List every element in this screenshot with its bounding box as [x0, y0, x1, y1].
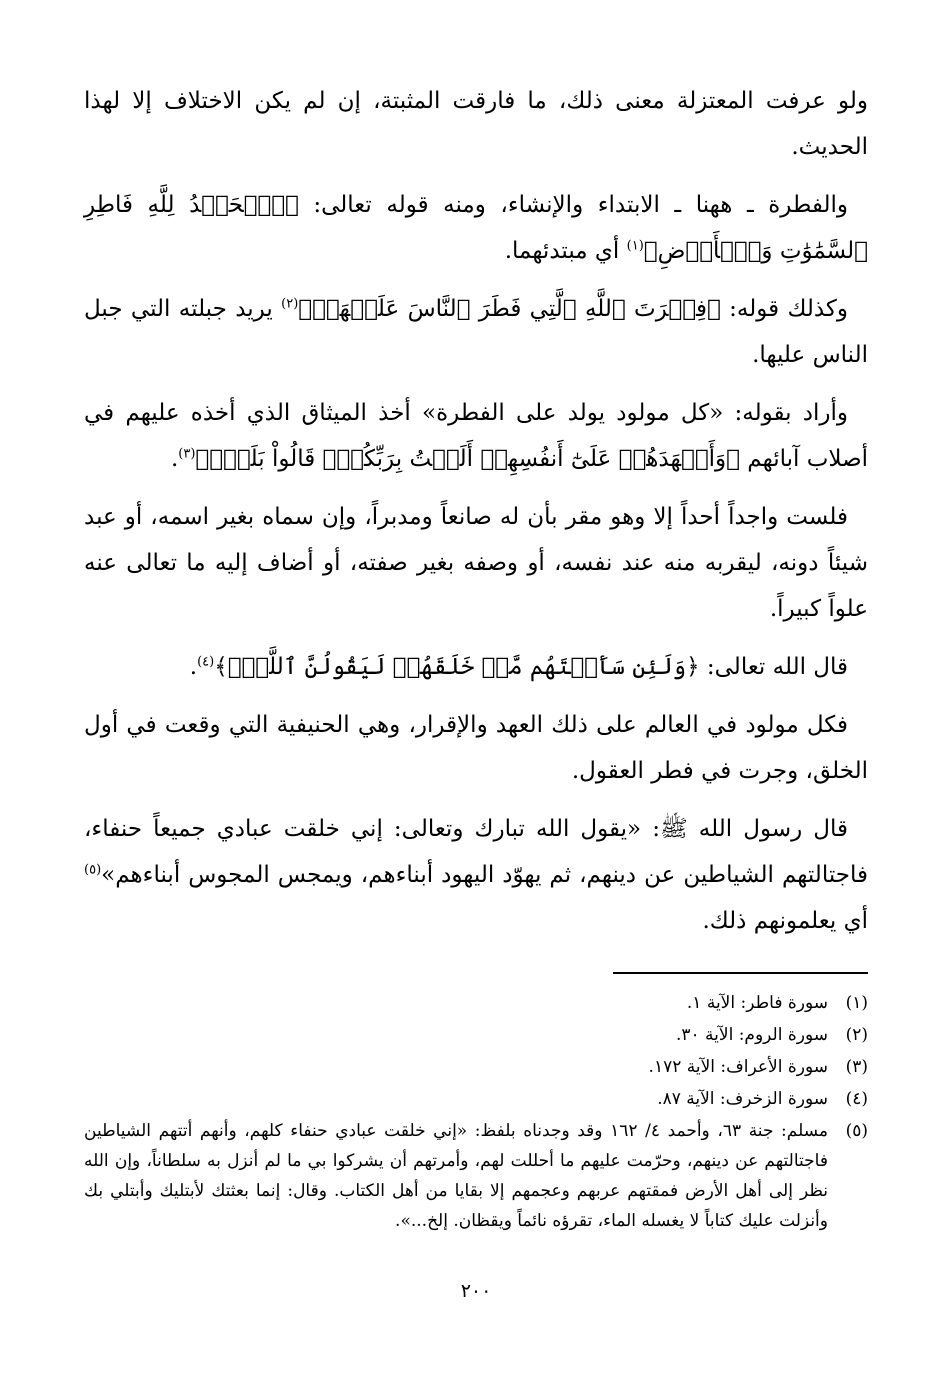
paragraph-text: .	[170, 446, 179, 472]
footnote-text: سورة الروم: الآية ٣٠.	[675, 1025, 828, 1045]
footnote-text: سورة فاطر: الآية ١.	[686, 993, 828, 1013]
paragraph	[84, 494, 868, 632]
paragraph	[84, 182, 868, 274]
paragraph-text: والفطرة ـ ههنا ـ الابتداء والإنشاء، ومنه قوله تعالى:	[298, 192, 848, 218]
footnote-marker: (١)	[626, 238, 644, 254]
page-number: ٢٠٠	[460, 1280, 492, 1302]
paragraph	[84, 286, 868, 378]
footnote-marker: (٥)	[84, 862, 102, 878]
footnote-number: (٣)	[845, 1057, 868, 1077]
paragraph-text: .	[189, 654, 198, 680]
paragraph-text: فلست واجداً أحداً إلا وهو مقر بأن له صانعاً ومدبراً، وإن سماه بغير اسمه، أو عبد شيئاً دونه، ليقربه منه عند نفسه، أو وصفه بغير صفته، أو أضاف إليه ما تعالى عنه علواً كبيراً.	[84, 504, 868, 622]
paragraph-text: وأراد بقوله: «كل مولود يولد على الفطرة» أخذ الميثاق الذي أخذه عليهم في أصلاب آبائهم	[84, 400, 868, 472]
footnote	[84, 1116, 868, 1236]
paragraph	[84, 644, 868, 690]
paragraph	[84, 390, 868, 482]
footnote-text: سورة الأعراف: الآية ١٧٢.	[648, 1057, 828, 1077]
quran-verse: ﴿وَلَئِن سَأَلۡتَهُم مَّنۡ خَلَقَهُمۡ لَيَقُولُنَّ ٱللَّهُۖ﴾	[214, 654, 700, 680]
main-text	[84, 78, 868, 944]
footnote	[84, 1020, 868, 1050]
footnote-number: (٤)	[845, 1089, 868, 1109]
footnote-text: سورة الزخرف: الآية ٨٧.	[657, 1089, 828, 1109]
paragraph-text: أي يعلمونهم ذلك.	[702, 908, 868, 934]
paragraph-text: ولو عرفت المعتزلة معنى ذلك، ما فارقت المثبتة، إن لم يكن الاختلاف إلا لهذا الحديث.	[84, 88, 868, 160]
quran-verse: ﴿وَأَشۡهَدَهُمۡ عَلَىٰٓ أَنفُسِهِمۡ أَلَسۡتُ بِرَبِّكُمۡۖ قَالُواْ بَلَىٰۛ﴾	[195, 446, 740, 472]
quran-verse: ﴿ٱلۡحَمۡدُ لِلَّهِ فَاطِرِ ٱلسَّمَٰوَٰتِ وَٱلۡأَرۡضِ﴾	[84, 192, 868, 264]
paragraph	[84, 78, 868, 170]
paragraph-text: فكل مولود في العالم على ذلك العهد والإقرار، وهي الحنيفية التي وقعت في أول الخلق، وجرت في فطر العقول.	[84, 712, 868, 784]
footnote-number: (٢)	[845, 1025, 868, 1045]
paragraph-text: قال الله تعالى:	[699, 654, 848, 680]
footnote	[84, 1052, 868, 1082]
footnote	[84, 1084, 868, 1114]
paragraph-text: وكذلك قوله:	[720, 296, 848, 322]
footnote-marker: (٢)	[281, 296, 299, 312]
paragraph	[84, 702, 868, 794]
footnote-text: مسلم: جنة ٦٣، وأحمد ٤/ ١٦٢ وقد وجدناه بلفظ: «إني خلقت عبادي حنفاء كلهم، وأنهم أتتهم الشياطين فاجتالتهم عن دينهم، وحرّمت عليهم ما أحللت لهم، وأمرتهم أن يشركوا بي ما لم أنزل به سلطاناً، وإن الله نظر إلى أهل الأرض فمقتهم عربهم وعجمهم إلا بقايا من أهل الكتاب. وقال: إنما بعثتك لأبتليك وأبتلي بك وأنزلت عليك كتاباً لا يغسله الماء، تقرؤه نائماً ويقظان. إلخ...».	[84, 1121, 828, 1231]
paragraph-text: قال رسول الله ﷺ: «يقول الله تبارك وتعالى: إني خلقت عبادي جميعاً حنفاء، فاجتالتهم الشياطين عن دينهم، ثم يهوّد اليهود أبناءهم، ويمجس المجوس أبناءهم»	[84, 816, 868, 888]
footnote	[84, 988, 868, 1018]
footnotes-section	[84, 988, 868, 1236]
footnote-separator	[613, 972, 868, 974]
paragraph	[84, 806, 868, 944]
paragraph-text: يريد جبلته التي جبل الناس عليها.	[84, 296, 868, 368]
footnote-number: (٥)	[845, 1121, 868, 1141]
quran-verse: ﴿فِطۡرَتَ ٱللَّهِ ٱلَّتِي فَطَرَ ٱلنَّاسَ عَلَيۡهَاۚ﴾	[298, 296, 721, 322]
footnote-marker: (٣)	[178, 446, 196, 462]
paragraph-text: أي مبتدئهما.	[504, 238, 627, 264]
footnote-number: (١)	[845, 993, 868, 1013]
footnote-marker: (٤)	[197, 654, 215, 670]
